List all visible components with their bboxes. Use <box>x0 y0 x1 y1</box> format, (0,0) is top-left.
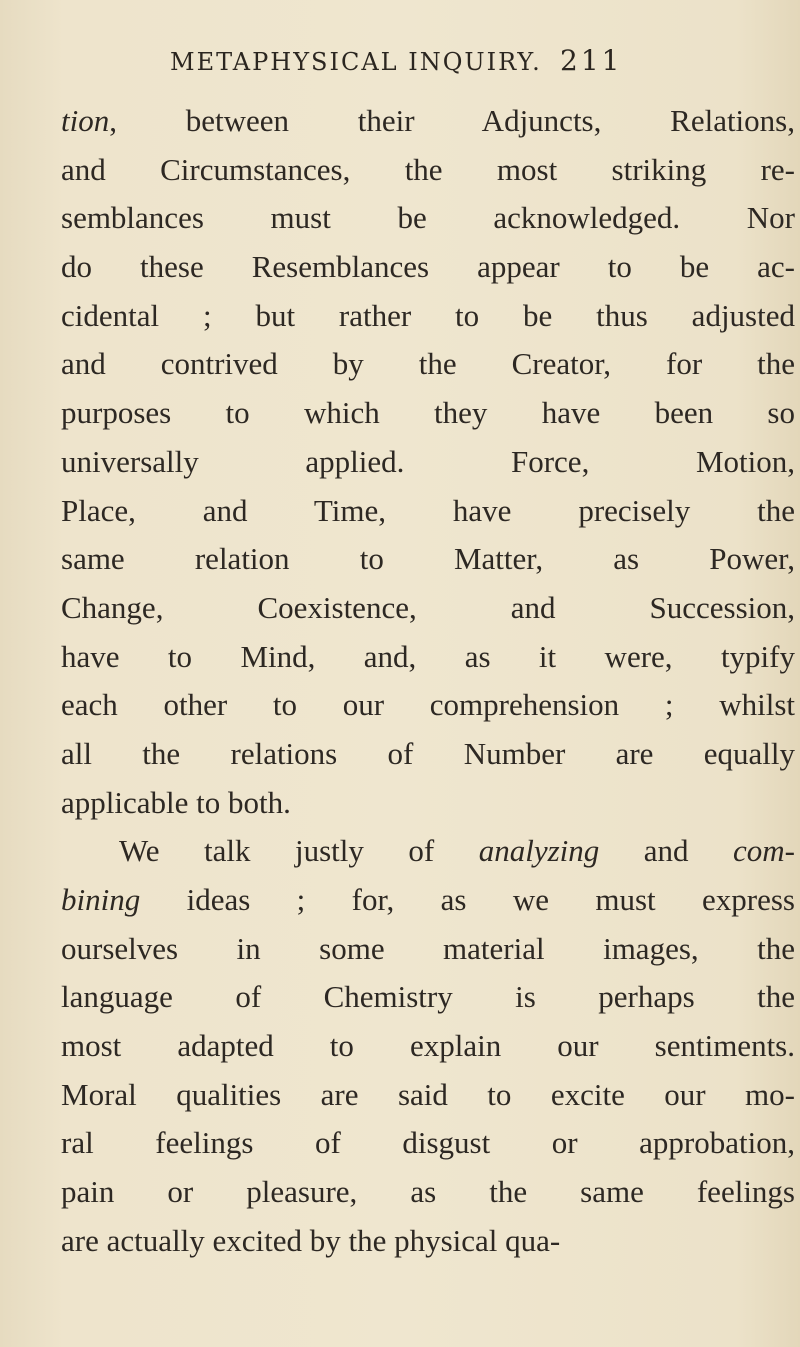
text-line <box>61 827 795 876</box>
text-line <box>61 1119 795 1168</box>
text-line <box>61 97 795 146</box>
text-run: purposes to which they have been so <box>61 395 795 431</box>
italic-text: com- <box>733 833 795 869</box>
text-run: are actually excited by the physical qua- <box>61 1222 561 1258</box>
text-line <box>61 340 795 389</box>
text-run: Change, Coexistence, and Succession, <box>61 589 795 625</box>
page-number: 211 <box>560 44 623 77</box>
text-run: and Circumstances, the most striking re- <box>61 151 795 187</box>
text-run: cidental ; but rather to be thus adjusted <box>61 297 795 333</box>
text-run: all the relations of Number are equally <box>61 735 795 771</box>
body-text <box>61 97 795 1266</box>
text-line <box>61 633 795 682</box>
text-run: and contrived by the Creator, for the <box>61 346 795 382</box>
text-run: each other to our comprehension ; whilst <box>61 687 795 723</box>
running-title: METAPHYSICAL INQUIRY. <box>170 48 542 76</box>
text-run: most adapted to explain our sentiments. <box>61 1028 795 1064</box>
text-run: ideas ; for, as we must express <box>140 882 795 917</box>
text-line <box>61 876 795 925</box>
text-line <box>61 1168 795 1217</box>
text-run: pain or pleasure, as the same feelings <box>61 1174 795 1210</box>
italic-text: analyzing <box>478 833 600 869</box>
text-run: semblances must be acknowledged. Nor <box>61 200 795 236</box>
text-line <box>61 535 795 584</box>
text-line <box>61 681 795 730</box>
text-line <box>61 487 795 536</box>
text-run: universally applied. Force, Motion, <box>61 443 795 479</box>
text-line <box>61 779 795 828</box>
text-run: Moral qualities are said to excite our mo- <box>61 1076 795 1112</box>
text-line <box>61 1022 795 1071</box>
italic-text: bining <box>61 882 141 917</box>
text-run: do these Resemblances appear to be ac- <box>61 249 795 285</box>
text-line <box>61 1217 795 1266</box>
text-line <box>61 389 795 438</box>
text-line <box>61 730 795 779</box>
text-line <box>61 584 795 633</box>
text-run: Place, and Time, have precisely the <box>61 492 795 528</box>
text-line <box>61 292 795 341</box>
text-run: and <box>599 833 734 869</box>
text-run: applicable to both. <box>61 784 291 820</box>
text-line <box>61 146 795 195</box>
text-run: have to Mind, and, as it were, typify <box>61 638 795 674</box>
text-run: We talk justly of <box>119 833 479 869</box>
text-run: ourselves in some material images, the <box>61 930 795 966</box>
text-run: ral feelings of disgust or approbation, <box>61 1125 795 1161</box>
italic-text: tion <box>61 103 110 138</box>
text-line <box>61 194 795 243</box>
text-line <box>61 973 795 1022</box>
text-run: language of Chemistry is perhaps the <box>61 979 795 1015</box>
text-line <box>61 438 795 487</box>
text-line <box>61 1071 795 1120</box>
text-line <box>61 243 795 292</box>
text-run: , between their Adjuncts, Relations, <box>109 103 795 138</box>
text-line <box>61 925 795 974</box>
text-run: same relation to Matter, as Power, <box>61 541 795 577</box>
